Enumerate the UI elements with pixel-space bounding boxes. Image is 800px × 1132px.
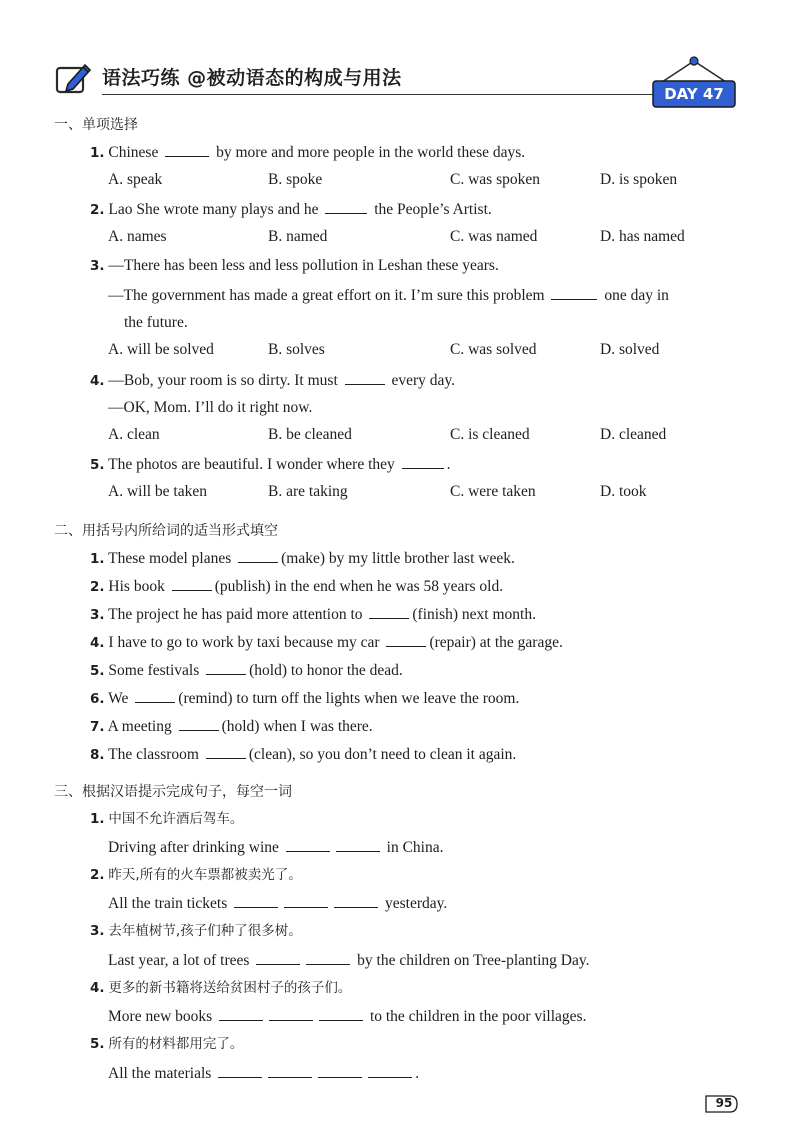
answer-blank[interactable] <box>368 1063 412 1078</box>
question-number: 4. <box>90 980 105 996</box>
answer-blank[interactable] <box>165 142 209 157</box>
sentence-text: Driving after drinking wine <box>108 839 283 856</box>
question-number: 2. <box>90 202 105 218</box>
translation-answer-1 <box>108 837 443 858</box>
question-3-line-3: the future. <box>124 314 188 331</box>
option-d[interactable]: D. has named <box>600 228 685 245</box>
translation-item-1 <box>90 809 243 829</box>
answer-blank[interactable] <box>386 632 426 647</box>
answer-blank[interactable] <box>318 1063 362 1078</box>
sentence-text: by the children on Tree-planting Day. <box>353 952 590 969</box>
answer-blank[interactable] <box>206 744 246 759</box>
fill-item-5 <box>90 660 403 681</box>
answer-blank[interactable] <box>325 199 367 214</box>
option-d[interactable]: D. solved <box>600 341 660 358</box>
answer-blank[interactable] <box>218 1063 262 1078</box>
option-b[interactable]: B. are taking <box>268 483 348 500</box>
option-b[interactable]: B. solves <box>268 341 325 358</box>
answer-blank[interactable] <box>179 716 219 731</box>
translation-item-5 <box>90 1034 243 1054</box>
section-heading-1: 一、单项选择 <box>54 117 138 133</box>
translation-answer-5 <box>108 1063 419 1084</box>
answer-blank[interactable] <box>286 837 330 852</box>
worksheet-header <box>54 60 634 100</box>
chinese-prompt: 所有的材料都用完了。 <box>108 1036 244 1052</box>
question-text: —The government has made a great effort on it. I’m sure this problem <box>108 287 549 304</box>
question-number: 3. <box>90 258 105 274</box>
translation-answer-2 <box>108 893 447 914</box>
item-text: These model planes <box>108 550 236 567</box>
question-text: by more and more people in the world these days. <box>212 144 526 161</box>
section-heading-3: 三、根据汉语提示完成句子，每空一词 <box>54 784 292 800</box>
fill-item-1 <box>90 548 515 569</box>
fill-item-4 <box>90 632 563 653</box>
sentence-text: All the materials <box>108 1065 216 1082</box>
option-c[interactable]: C. is cleaned <box>450 426 530 443</box>
answer-blank[interactable] <box>551 285 597 300</box>
sentence-text: Last year, a lot of trees <box>108 952 254 969</box>
sentence-text: yesterday. <box>381 895 448 912</box>
question-text: every day. <box>387 372 456 389</box>
item-text: The project he has paid more attention to <box>108 606 367 623</box>
option-b[interactable]: B. spoke <box>268 171 323 188</box>
answer-blank[interactable] <box>256 950 300 965</box>
sentence-text: . <box>415 1065 420 1082</box>
question-text: . <box>446 456 451 473</box>
question-1 <box>90 142 525 163</box>
option-a[interactable]: A. will be taken <box>108 483 208 500</box>
question-number: 1. <box>90 145 105 161</box>
answer-blank[interactable] <box>334 893 378 908</box>
chinese-prompt: 昨天,所有的火车票都被卖光了。 <box>108 867 302 883</box>
question-number: 1. <box>90 551 105 567</box>
option-a[interactable]: A. names <box>108 228 167 245</box>
option-c[interactable]: C. were taken <box>450 483 536 500</box>
question-number: 4. <box>90 373 105 389</box>
answer-blank[interactable] <box>345 370 385 385</box>
question-3 <box>90 256 499 276</box>
fill-item-2 <box>90 576 503 597</box>
answer-blank[interactable] <box>135 688 175 703</box>
question-text: Lao She wrote many plays and he <box>108 201 323 218</box>
hanging-tag-icon <box>648 55 740 113</box>
answer-blank[interactable] <box>284 893 328 908</box>
translation-answer-3 <box>108 950 589 971</box>
question-text: the People’s Artist. <box>370 201 492 218</box>
item-text: I have to go to work by taxi because my car <box>108 634 384 651</box>
question-4 <box>90 370 455 391</box>
question-2 <box>90 199 492 220</box>
sentence-text: to the children in the poor villages. <box>366 1008 587 1025</box>
question-4-line-2: —OK, Mom. I’ll do it right now. <box>108 399 313 416</box>
question-text: one day in <box>600 287 669 304</box>
answer-blank[interactable] <box>336 837 380 852</box>
question-text: Chinese <box>108 144 163 161</box>
answer-blank[interactable] <box>402 454 444 469</box>
translation-item-4 <box>90 978 351 998</box>
option-a[interactable]: A. clean <box>108 426 160 443</box>
option-d[interactable]: D. cleaned <box>600 426 667 443</box>
fill-item-8 <box>90 744 516 765</box>
translation-item-2 <box>90 865 302 885</box>
section-heading-2: 二、用括号内所给词的适当形式填空 <box>54 523 278 539</box>
answer-blank[interactable] <box>234 893 278 908</box>
fill-item-6 <box>90 688 519 709</box>
pencil-notebook-icon <box>54 62 94 96</box>
question-number: 5. <box>90 663 105 679</box>
question-number: 8. <box>90 747 105 763</box>
sentence-text: in China. <box>382 839 444 856</box>
question-number: 7. <box>90 719 105 735</box>
fill-item-7 <box>90 716 373 737</box>
header-underline <box>102 94 680 95</box>
answer-blank[interactable] <box>219 1006 263 1021</box>
question-5 <box>90 454 451 475</box>
option-d[interactable]: D. took <box>600 483 647 500</box>
option-c[interactable]: C. was spoken <box>450 171 540 188</box>
option-b[interactable]: B. be cleaned <box>268 426 352 443</box>
chinese-prompt: 更多的新书籍将送给贫困村子的孩子们。 <box>108 980 352 996</box>
question-number: 3. <box>90 607 105 623</box>
sentence-text: All the train tickets <box>108 895 232 912</box>
item-text: (remind) to turn off the lights when we leave the room. <box>178 690 520 707</box>
page-number-label: 95 <box>715 1096 733 1110</box>
translation-item-3 <box>90 921 302 941</box>
day-tag <box>648 55 740 113</box>
item-text: (finish) next month. <box>412 606 536 623</box>
item-text: (hold) when I was there. <box>221 718 373 735</box>
question-number: 5. <box>90 1036 105 1052</box>
answer-blank[interactable] <box>269 1006 313 1021</box>
item-text: (make) by my little brother last week. <box>281 550 515 567</box>
question-number: 1. <box>90 811 105 827</box>
question-number: 4. <box>90 635 105 651</box>
answer-blank[interactable] <box>172 576 212 591</box>
question-text: —There has been less and less pollution in Leshan these years. <box>108 257 499 274</box>
option-a[interactable]: A. speak <box>108 171 163 188</box>
item-text: (repair) at the garage. <box>429 634 563 651</box>
page-title: 语法巧练 @被动语态的构成与用法 <box>102 67 402 89</box>
answer-blank[interactable] <box>306 950 350 965</box>
answer-blank[interactable] <box>206 660 246 675</box>
question-number: 2. <box>90 867 105 883</box>
sentence-text: More new books <box>108 1008 217 1025</box>
answer-blank[interactable] <box>369 604 409 619</box>
chinese-prompt: 去年植树节,孩子们种了很多树。 <box>108 923 302 939</box>
question-text: —Bob, your room is so dirty. It must <box>108 372 342 389</box>
translation-answer-4 <box>108 1006 586 1027</box>
option-b[interactable]: B. named <box>268 228 328 245</box>
fill-item-3 <box>90 604 536 625</box>
question-number: 2. <box>90 579 105 595</box>
question-number: 3. <box>90 923 105 939</box>
question-3-line-2 <box>108 285 669 306</box>
question-text: The photos are beautiful. I wonder where they <box>108 456 399 473</box>
option-d[interactable]: D. is spoken <box>600 171 678 188</box>
item-text: (hold) to honor the dead. <box>249 662 403 679</box>
item-text: His book <box>108 578 169 595</box>
item-text: (clean), so you don’t need to clean it again. <box>248 746 517 763</box>
item-text: Some festivals <box>108 662 204 679</box>
item-text: We <box>108 690 133 707</box>
day-label: DAY 47 <box>664 85 724 103</box>
chinese-prompt: 中国不允许酒后驾车。 <box>108 811 244 827</box>
answer-blank[interactable] <box>319 1006 363 1021</box>
answer-blank[interactable] <box>268 1063 312 1078</box>
item-text: A meeting <box>107 718 176 735</box>
answer-blank[interactable] <box>238 548 278 563</box>
page-number <box>704 1094 738 1114</box>
option-c[interactable]: C. was solved <box>450 341 537 358</box>
option-c[interactable]: C. was named <box>450 228 538 245</box>
question-number: 6. <box>90 691 105 707</box>
item-text: (publish) in the end when he was 58 years old. <box>214 578 504 595</box>
item-text: The classroom <box>108 746 203 763</box>
option-a[interactable]: A. will be solved <box>108 341 214 358</box>
question-number: 5. <box>90 457 105 473</box>
